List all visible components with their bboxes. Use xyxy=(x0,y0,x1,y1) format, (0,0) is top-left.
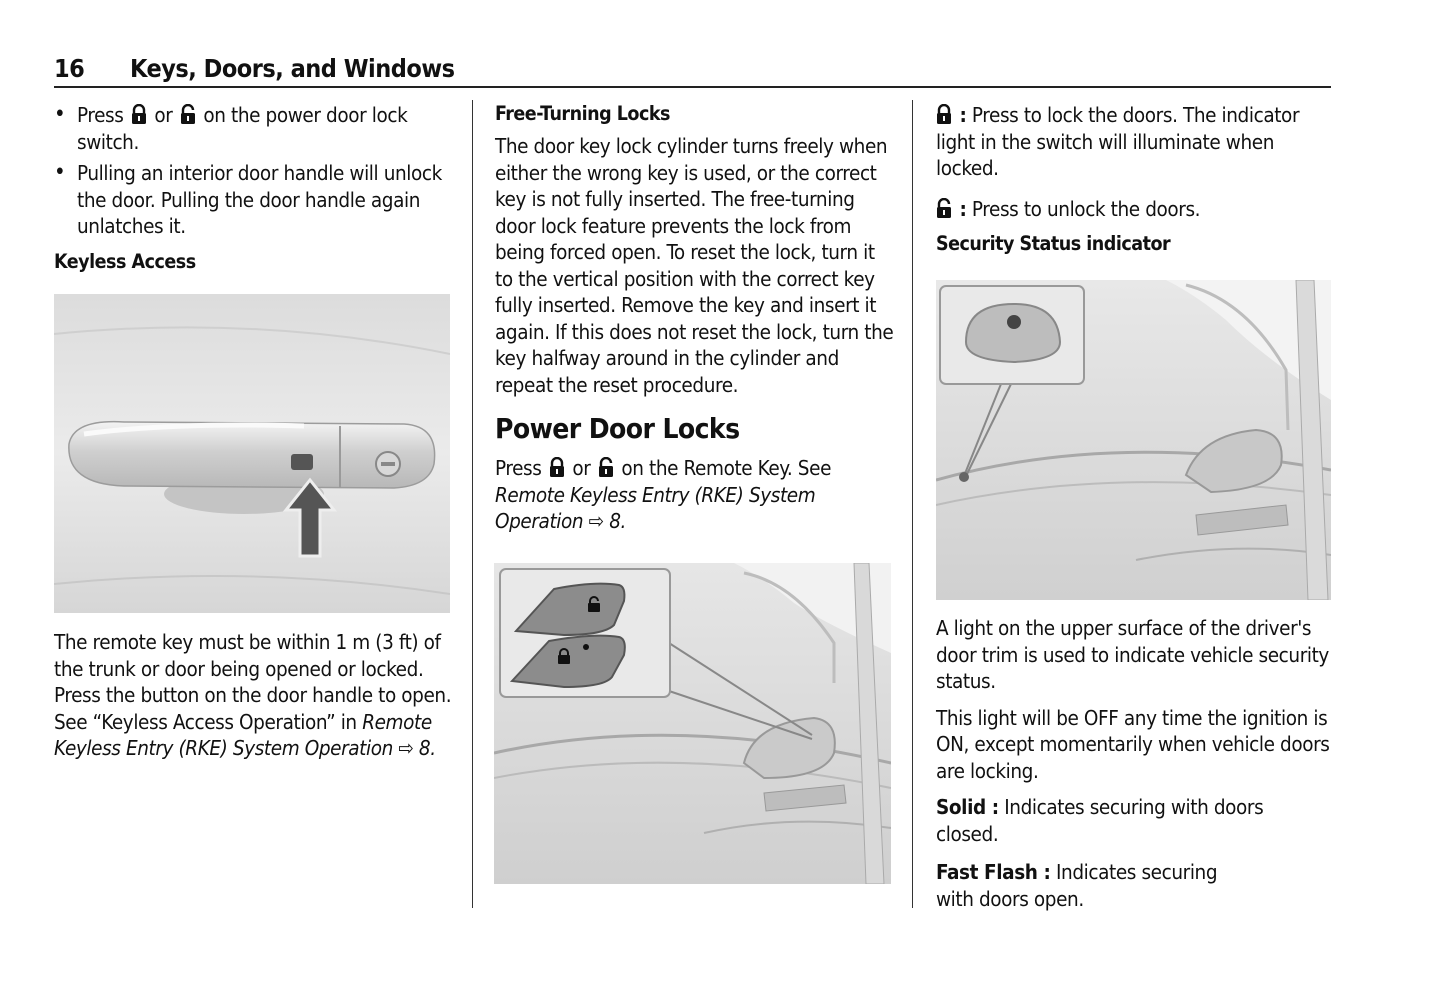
security-status-heading: Security Status indicator xyxy=(936,232,1171,255)
free-turning-text: The door key lock cylinder turns freely when either the wrong key is used, or the correct key is not fully inserted. The free-turning door lock feature prevents the lock from being forced open. To reset the lock, turn it to the vertical position with the correct key fully inserted. Remove the key and insert it again. If this does not reset the lock, turn the key halfway around in the cylinder and repeat the reset procedure. xyxy=(495,134,894,397)
security-para-1: A light on the upper surface of the driver's door trim is used to indicate vehicle security status. xyxy=(936,616,1329,693)
column-divider-2 xyxy=(912,100,913,908)
power-door-locks-heading: Power Door Locks xyxy=(495,412,740,445)
page-header xyxy=(54,52,1331,88)
lock-icon xyxy=(549,457,565,477)
keyless-access-heading: Keyless Access xyxy=(54,249,196,273)
chapter-title: Keys, Doors, and Windows xyxy=(130,54,455,83)
lock-description: : Press to lock the doors. The indicator light in the switch will illuminate when locked. xyxy=(936,103,1300,180)
column-divider-1 xyxy=(472,100,473,908)
power-door-locks-text: Press or on the Remote Key. See Remote Keyless Entry (RKE) System Operation ⇨ 8. xyxy=(495,456,832,533)
unlock-description: : Press to unlock the doors. xyxy=(936,196,1331,223)
door-lock-switch-figure xyxy=(494,563,891,884)
unlock-icon xyxy=(936,198,952,218)
column-1 xyxy=(54,102,452,273)
column-3 xyxy=(936,102,1331,255)
column-2 xyxy=(495,102,895,535)
lock-icon xyxy=(936,104,952,124)
free-turning-heading: Free-Turning Locks xyxy=(495,102,670,125)
unlock-icon xyxy=(598,457,614,477)
lock-icon xyxy=(131,104,147,124)
door-handle-figure xyxy=(54,294,450,613)
bullet-interior-handle: • Pulling an interior door handle will unlock the door. Pulling the door handle again unlatches it. xyxy=(54,160,452,240)
page-ref-arrow-icon: ⇨ xyxy=(398,736,414,760)
security-indicator-figure xyxy=(936,280,1331,600)
keyless-access-text: The remote key must be within 1 m (3 ft) of the trunk or door being opened or locked. Press the button on the door handle to open. See “Keyless Access Operation” in Remote Keyless Entry (RKE) System Operation ⇨ 8. xyxy=(54,630,452,760)
page-number: 16 xyxy=(54,54,85,83)
fast-flash-description: Fast Flash : Indicates securing with doors open. xyxy=(936,860,1218,911)
column-1-lower xyxy=(54,629,452,762)
security-para-2: This light will be OFF any time the ignition is ON, except momentarily when vehicle doors are locking. xyxy=(936,705,1330,783)
bullet-lock-switch: • Press or on the power door lock switch. xyxy=(54,102,452,155)
solid-description: Solid : Indicates securing with doors closed. xyxy=(936,795,1264,846)
page-ref-arrow-icon: ⇨ xyxy=(588,509,604,533)
unlock-icon xyxy=(180,104,196,124)
column-3-lower xyxy=(936,615,1331,912)
